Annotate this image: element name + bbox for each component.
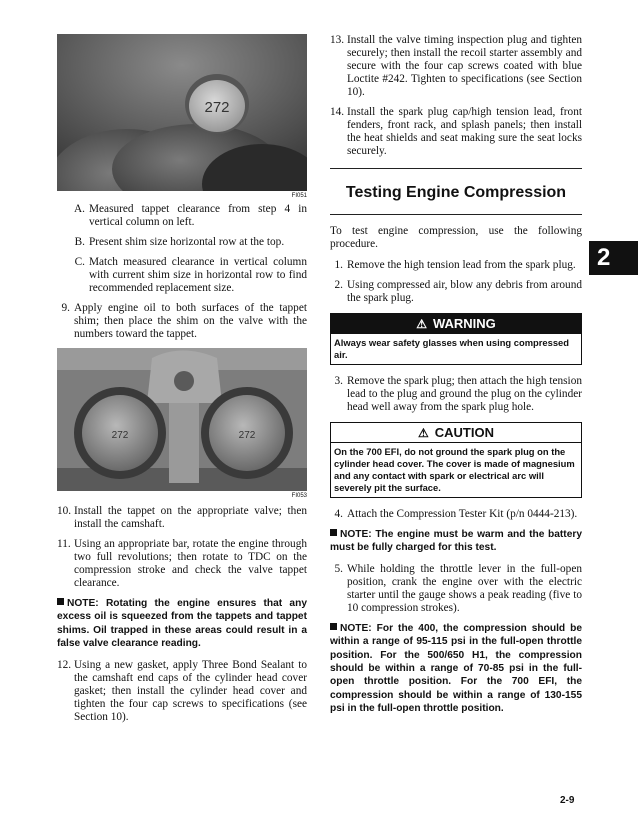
right-shim-label: 272: [238, 430, 256, 441]
caution-header: ⚠ CAUTION: [331, 423, 581, 443]
caution-box: [330, 422, 582, 498]
note: NOTE: The engine must be warm and the battery must be fully charged for this test.: [330, 529, 582, 554]
step-12: 12. Using a new gasket, apply Three Bond Sealant to the camshaft end caps of the cylinder head cover gasket; then install the cylinder head cover and tighten the four cap screws to specifications (see Section 10).: [57, 658, 307, 723]
shim-number-label: 272: [204, 99, 230, 116]
section-tab: 2: [589, 241, 638, 275]
page-number: 2-9: [560, 795, 575, 806]
figure-id: FI053: [291, 493, 307, 499]
warning-icon: ⚠: [416, 317, 427, 331]
right-column: [330, 34, 582, 724]
shim-in-fingers-image: [57, 34, 307, 191]
tappets-in-head-image: [57, 348, 307, 491]
left-shim-label: 272: [111, 430, 129, 441]
warning-header: ⚠ WARNING: [331, 314, 581, 334]
step-4: 4. Attach the Compression Tester Kit (p/n 0444-213).: [334, 508, 578, 520]
shim-photo: [57, 34, 307, 191]
divider: [330, 214, 582, 215]
step-9: 9. Apply engine oil to both surfaces of the tappet shim; then place the shim on the valve with the numbers toward the tappet.: [61, 302, 307, 340]
step-11: 11. Using an appropriate bar, rotate the engine through two full revolutions; then rotate to TDC on the compression stroke and check the valve tappet clearance.: [57, 538, 307, 589]
step-5: 5. While holding the throttle lever in the full-open position, crank the engine over with the electric starter until the gauge shows a peak reading (five to 10 compression strokes).: [334, 562, 582, 614]
note: NOTE: Rotating the engine ensures that any excess oil is squeezed from the tappets and tappet shims. Oil trapped in these areas could result in a false valve clearance reading.: [57, 598, 307, 650]
warning-text: Always wear safety glasses when using compressed air.: [334, 337, 569, 360]
warning-box: [330, 313, 582, 365]
tappet-photo: [57, 348, 307, 491]
step-14: 14. Install the spark plug cap/high tension lead, front fenders, front rack, and splash panels; then install the heat shields and seat making sure the seat locks securely.: [330, 106, 582, 157]
note: NOTE: For the 400, the compression should be within a range of 95-115 psi in the full-open throttle position. For the 500/650 H1, the compression should be within a range of 70-85 psi in the full-open throttle position. For the 700 EFI, the compression should be within a range of 130-155 psi in the full-open throttle position.: [330, 622, 582, 715]
figure-id: FI051: [291, 193, 307, 199]
step-13: 13. Install the valve timing inspection plug and tighten securely; then install the recoil starter assembly and secure with the four cap screws coated with blue Loctite #242. Tighten to specifications (see Section 10).: [330, 34, 582, 98]
step-10: 10. Install the tappet on the appropriate valve; then install the camshaft.: [57, 505, 307, 530]
list-item: C. Match measured clearance in vertical column with current shim size in horizontal row to find recommended replacement size.: [74, 256, 307, 294]
step-3: 3. Remove the spark plug; then attach the high tension lead to the plug and ground the plug on the cylinder head well away from the spark plug hole.: [334, 375, 582, 413]
step-1: 1. Remove the high tension lead from the spark plug.: [334, 259, 576, 271]
list-item: B. Present shim size horizontal row at the top.: [74, 236, 285, 248]
section-title: Testing Engine Compression: [345, 184, 567, 201]
caution-text: On the 700 EFI, do not ground the spark plug on the cylinder head cover. The cover is made of magnesium and any contact with spark or electrical arc will severely pit the surface.: [334, 446, 575, 493]
list-item: A. Measured tappet clearance from step 4 in vertical column on left.: [74, 203, 307, 228]
caution-icon: ⚠: [418, 426, 429, 440]
left-column: [57, 34, 307, 731]
intro: To test engine compression, use the following procedure.: [330, 225, 582, 250]
step-2: 2. Using compressed air, blow any debris from around the spark plug.: [334, 279, 582, 304]
